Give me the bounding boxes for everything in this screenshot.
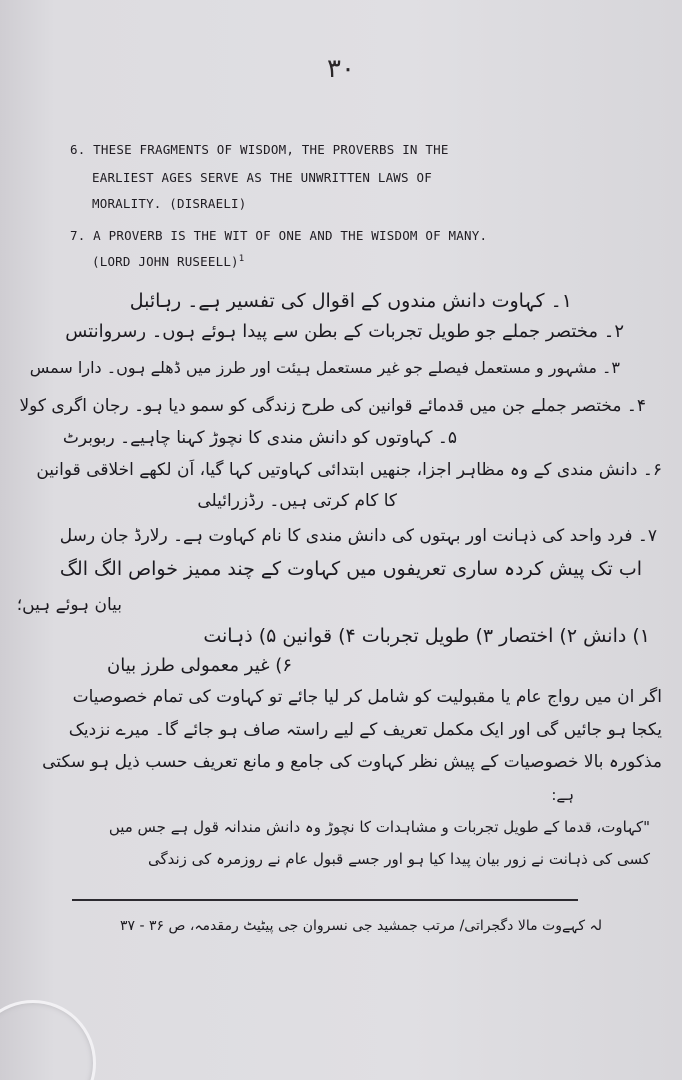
urdu-list-line-2: ۶) غیر معمولی طرز بیان xyxy=(107,655,292,676)
urdu-line-6a: ۶۔ دانش مندی کے وہ مظاہر اجزا، جنھیں ابتدائی کہاوتیں کہا گیا، اَن لکھے اخلاقی قوانین xyxy=(36,460,662,480)
english-quote-7-author: (LORD JOHN RUSEELL) xyxy=(92,254,239,270)
urdu-paragraph-1-line-1: اب تک پیش کردہ ساری تعریفوں میں کہاوت کے چند ممیز خواص الگ الگ xyxy=(59,558,642,580)
urdu-line-4: ۴۔ مختصر جملے جن میں قدمائے قوانین کی طرح زندگی کو سمو دیا ہو۔ رجان اگری کولا xyxy=(19,396,646,416)
urdu-definition-quote-line-1: "کہاوت، قدما کے طویل تجربات و مشاہدات کا نچوڑ وہ دانش مندانہ قول ہے جس میں xyxy=(108,818,650,836)
footnote-divider xyxy=(72,899,578,901)
urdu-paragraph-2-line-1: اگر ان میں رواج عام یا مقبولیت کو شامل کر لیا جائے تو کہاوت کی تمام خصوصیات xyxy=(72,687,662,707)
footnote-text: لہ کہےوت مالا دگجراتی/ مرتب جمشید جی نسروان جی پیٹیٹ رمقدمہ، ص ۳۶ - ۳۷ xyxy=(119,918,602,934)
urdu-line-2: ۲۔ مختصر جملے جو طویل تجربات کے بطن سے پیدا ہوئے ہوں۔ رسروانتس xyxy=(65,321,624,342)
urdu-list-line-1: ۱) دانش ۲) اختصار ۳) طویل تجربات ۴) قوانین ۵) ذہانت xyxy=(203,625,650,647)
english-quote-6-line-2: EARLIEST AGES SERVE AS THE UNWRITTEN LAWS OF xyxy=(92,170,432,185)
page-corner-curl xyxy=(0,1000,96,1080)
urdu-paragraph-2-line-4: ہے: xyxy=(551,786,574,804)
urdu-definition-quote-line-2: کسی کی ذہانت نے زور بیان پیدا کیا ہو اور جسے قبول عام نے روزمرہ کی زندگی xyxy=(147,850,650,868)
english-quote-7-line-1: 7. A PROVERB IS THE WIT OF ONE AND THE WISDOM OF MANY. xyxy=(70,228,488,243)
urdu-paragraph-1-line-2: بیان ہوئے ہیں؛ xyxy=(16,595,122,615)
urdu-line-3: ۳۔ مشہور و مستعمل فیصلے جو غیر مستعمل ہیئت اور طرز میں ڈھلے ہوں۔ دارا سمس xyxy=(29,358,620,377)
urdu-line-7: ۷۔ فرد واحد کی ذہانت اور بہتوں کی دانش مندی کا نام کہاوت ہے۔ رلارڈ جان رسل xyxy=(59,526,657,546)
urdu-line-1: ۱۔ کہاوت دانش مندوں کے اقوال کی تفسیر ہے۔ رہائبل xyxy=(129,290,572,312)
urdu-line-6b: کا کام کرتی ہیں۔ رڈزرائیلی xyxy=(197,491,397,511)
urdu-paragraph-2-line-3: مذکورہ بالا خصوصیات کے پیش نظر کہاوت کی جامع و مانع تعریف حسب ذیل ہو سکتی xyxy=(42,752,662,772)
footnote-marker: 1 xyxy=(238,254,245,264)
urdu-line-5: ۵۔ کہاوتوں کو دانش مندی کا نچوڑ کہنا چاہیے۔ ربوبرٹ xyxy=(62,428,457,448)
english-quote-6-line-1: 6. THESE FRAGMENTS OF WISDOM, THE PROVERBS IN THE xyxy=(70,142,449,157)
english-quote-7-line-2 xyxy=(92,254,272,269)
page-number: ۳۰ xyxy=(327,54,355,84)
urdu-paragraph-2-line-2: یکجا ہو جائیں گی اور ایک مکمل تعریف کے لیے راستہ صاف ہو جائے گا۔ میرے نزدیک xyxy=(68,720,662,740)
english-quote-6-line-3: MORALITY. (DISRAELI) xyxy=(92,196,247,211)
